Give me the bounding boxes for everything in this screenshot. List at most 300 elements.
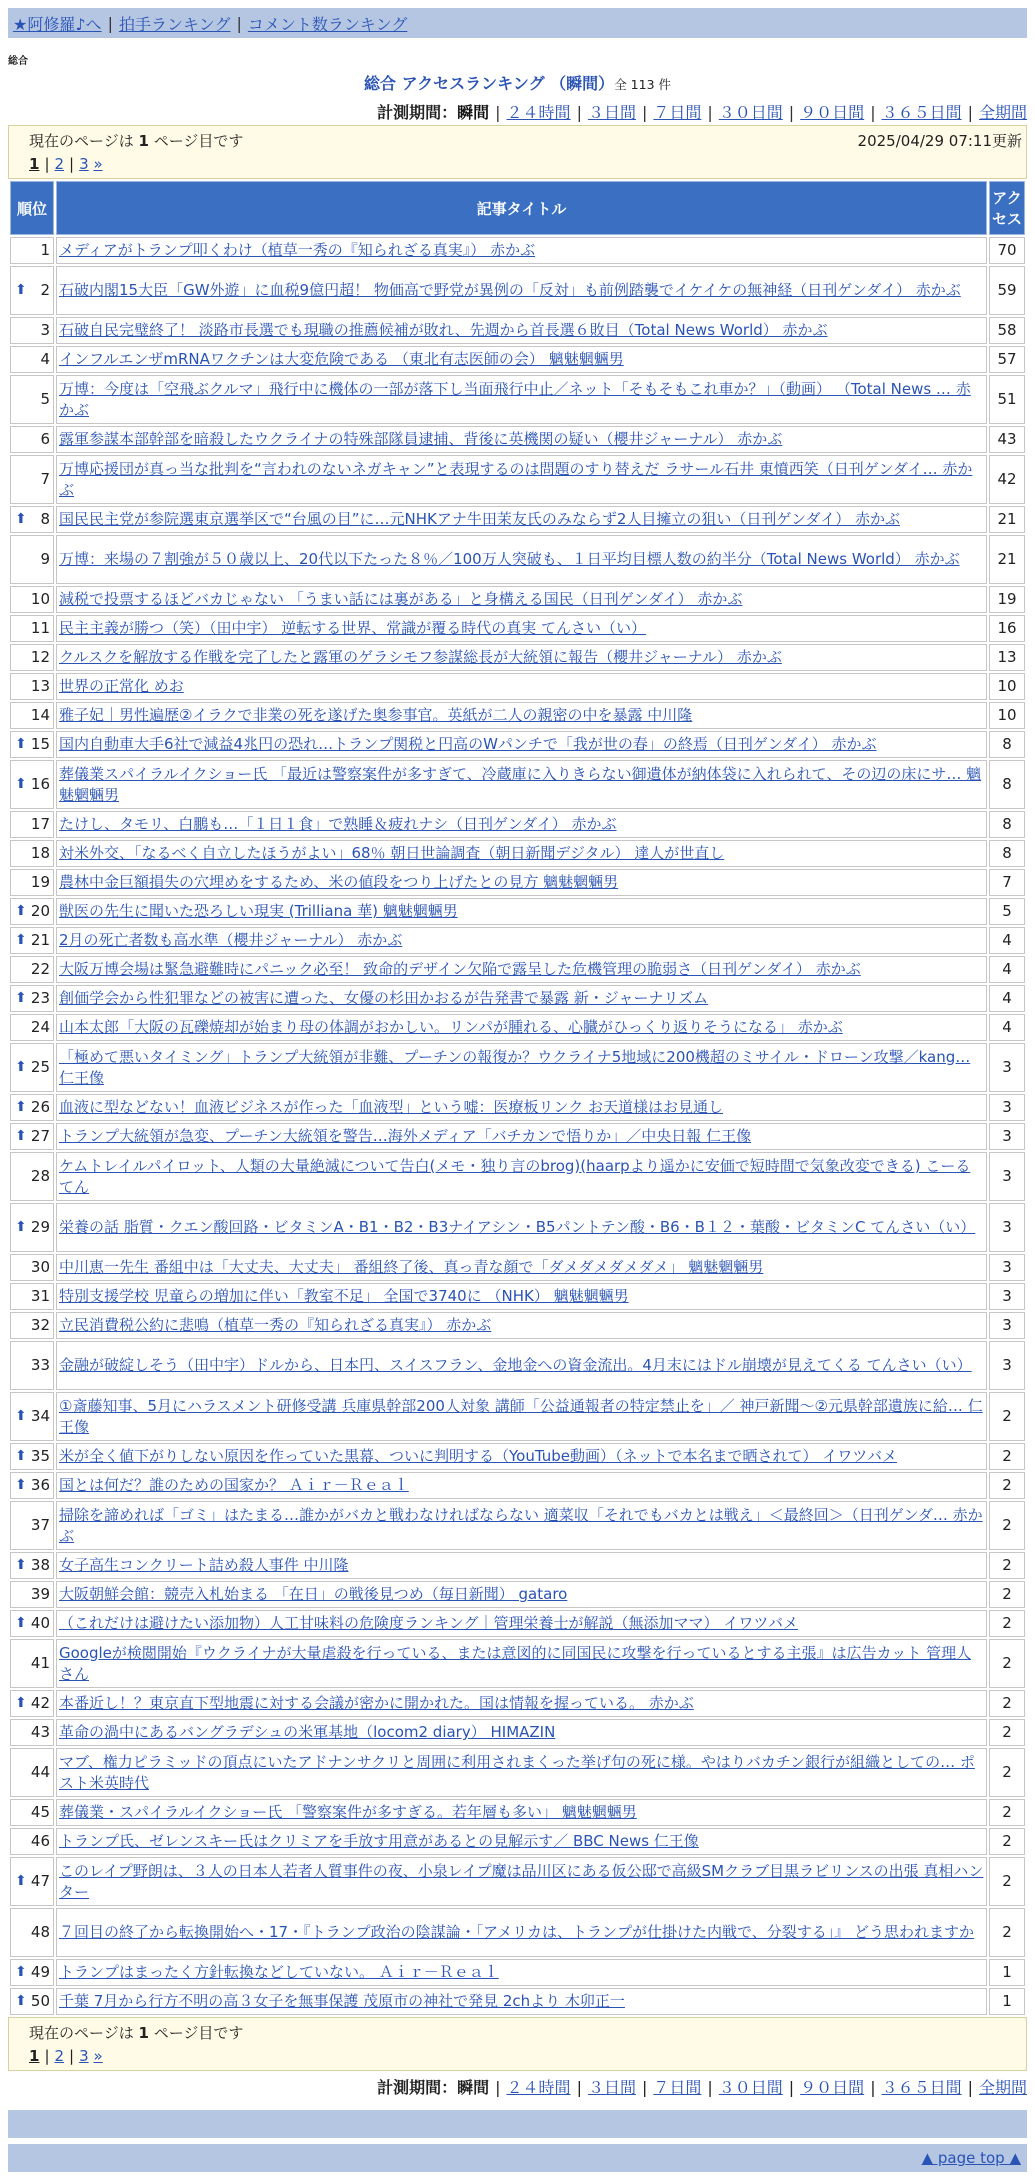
article-title-link[interactable]: メディアがトランプ叩くわけ（植草一秀の『知られざる真実』） 赤かぶ: [59, 241, 536, 259]
rank-number: 12: [30, 648, 50, 666]
rank-cell: [10, 506, 54, 533]
period-option[interactable]: ２４時間: [506, 2078, 571, 2097]
period-separator: |: [788, 2078, 795, 2097]
table-row: [10, 731, 1025, 758]
table-row: [10, 1828, 1025, 1855]
period-current: 瞬間: [457, 103, 490, 122]
table-row: [10, 1690, 1025, 1717]
article-title-link[interactable]: このレイプ野朗は、３人の日本人若者人質事件の夜、小泉レイプ魔は品川区にある仮公邸で高級SMクラブ目黒ラビリンスの出張 真相ハンター: [59, 1861, 984, 1901]
article-title-link[interactable]: トランプはまったく方針転換などしていない。 Ａｉｒ－Ｒｅａｌ: [59, 1963, 499, 1981]
rank-cell: [10, 1690, 54, 1717]
page-link[interactable]: 2: [54, 2047, 65, 2065]
period-label: 計測期間：: [377, 103, 458, 122]
current-page-post: ページ目です: [153, 2024, 244, 2042]
rank-number: 4: [40, 350, 50, 368]
access-count: 3: [989, 1283, 1025, 1310]
header-count: アクセス: [989, 181, 1025, 235]
title-cell: [56, 1552, 987, 1579]
period-option[interactable]: ２４時間: [506, 103, 571, 122]
access-count: 2: [989, 1719, 1025, 1746]
access-count: 2: [989, 1828, 1025, 1855]
rank-up-arrow-icon: ⬆: [15, 1873, 27, 1889]
title-cell: [56, 1828, 987, 1855]
rank-number: 18: [30, 844, 50, 862]
table-row: [10, 1501, 1025, 1550]
article-title-link[interactable]: ７回目の終了から転換開始へ・17・『トランプ政治の陰謀論・「アメリカは、トランプが仕掛けた内戦で、分裂する」』 どう思われますか: [59, 1923, 975, 1941]
title-cell: [56, 644, 987, 671]
rank-cell: [10, 1043, 54, 1092]
article-title-link[interactable]: 栄養の話 脂質・クエン酸回路・ビタミンA・B1・B2・B3ナイアシン・B5パントテン酸・B6・B１２・葉酸・ビタミンC てんさい（い）: [59, 1218, 976, 1236]
nav-asyura-home[interactable]: ★阿修羅♪へ: [13, 14, 102, 34]
article-title-link[interactable]: 創価学会から性犯罪などの被害に遭った、女優の杉田かおるが告発書で暴露 新・ジャーナリズム: [59, 989, 709, 1007]
title-cell: [56, 1043, 987, 1092]
next-page-link[interactable]: »: [93, 2047, 103, 2065]
rank-number: 45: [30, 1803, 50, 1821]
rank-cell: [10, 346, 54, 373]
period-option[interactable]: ３０日間: [718, 2078, 783, 2097]
access-count: 2: [989, 1857, 1025, 1906]
access-count: 21: [989, 535, 1025, 584]
rank-cell: [10, 927, 54, 954]
article-title-link[interactable]: 千葉 7月から行方不明の高３女子を無事保護 茂原市の神社で発見 2chより 木卯正一: [59, 1992, 625, 2010]
rank-number: 38: [30, 1556, 50, 1574]
rank-number: 44: [30, 1763, 50, 1781]
article-title-link[interactable]: Googleが検閲開始『ウクライナが大量虐殺を行っている、または意図的に同国民に攻撃を行っているとする主張』は広告カット 管理人さん: [59, 1643, 972, 1683]
article-title-link[interactable]: マブ、権力ピラミッドの頂点にいたアドナンサクリと周囲に利用されまくった挙げ句の死に様。やはりバカチン銀行が組織としての… ポスト米英時代: [59, 1752, 975, 1792]
article-title-link[interactable]: 本番近し！？東京直下型地震に対する会議が密かに開かれた。国は情報を握っている。 赤かぶ: [59, 1694, 694, 1712]
rank-cell: [10, 644, 54, 671]
current-page-number: 1: [138, 2024, 149, 2042]
title-cell: [56, 426, 987, 453]
pagination: [29, 2047, 1018, 2065]
access-count: 59: [989, 266, 1025, 315]
period-option[interactable]: 全期間: [978, 2078, 1027, 2097]
nav-separator: |: [107, 13, 113, 33]
article-title-link[interactable]: 農林中金巨額損失の穴埋めをするため、米の値段をつり上げたとの見方 魑魅魍魎男: [59, 873, 619, 891]
title-cell: [56, 1908, 987, 1957]
page-separator: |: [69, 155, 75, 173]
table-row: [10, 1719, 1025, 1746]
article-title-link[interactable]: 民主主義が勝つ（笑）（田中宇） 逆転する世界、常識が覆る時代の真実 てんさい（い）: [59, 619, 647, 637]
period-option[interactable]: ９０日間: [800, 103, 865, 122]
rank-cell: [10, 426, 54, 453]
access-count: 57: [989, 346, 1025, 373]
title-cell: [56, 1152, 987, 1201]
rank-cell: [10, 956, 54, 983]
page-separator: |: [44, 155, 50, 173]
article-title-link[interactable]: 大阪朝鮮会館：競売入札始まる 「在日」の戦後見つめ（毎日新聞） gataro: [59, 1585, 568, 1603]
article-title-link[interactable]: トランプ氏、ゼレンスキー氏はクリミアを手放す用意があるとの見解示す／ BBC News 仁王像: [59, 1832, 699, 1850]
article-title-link[interactable]: ケムトレイルパイロット、人類の大量絶滅について告白(メモ・独り言のbrog)(haarpより遥かに安価で短時間で気象改変できる) こーるてん: [59, 1156, 971, 1196]
rank-up-arrow-icon: ⬆: [15, 1964, 27, 1980]
rank-up-arrow-icon: ⬆: [15, 990, 27, 1006]
article-title-link[interactable]: 女子高生コンクリート詰め殺人事件 中川隆: [59, 1556, 349, 1574]
article-title-link[interactable]: 獣医の先生に聞いた恐ろしい現実 (Trilliana 華) 魑魅魍魎男: [59, 902, 458, 920]
period-separator: |: [495, 2078, 501, 2097]
rank-up-arrow-icon: ⬆: [15, 1219, 27, 1235]
rank-cell: [10, 535, 54, 584]
title-cell: [56, 237, 987, 264]
title-cell: [56, 1392, 987, 1441]
current-page-text: [29, 2022, 1018, 2043]
title-cell: [56, 1639, 987, 1688]
rank-number: 14: [30, 706, 50, 724]
rank-cell: [10, 1203, 54, 1252]
table-row: [10, 455, 1025, 504]
access-count: 4: [989, 927, 1025, 954]
title-cell: [56, 1472, 987, 1499]
article-title-link[interactable]: ①斎藤知事、5月にハラスメント研修受講 兵庫県幹部200人対象 講師「公益通報者の特定禁止を」／ 神戸新聞～②元県幹部遺族に給… 仁王像: [59, 1396, 983, 1436]
access-count: 43: [989, 426, 1025, 453]
rank-cell: [10, 1341, 54, 1390]
access-count: 3: [989, 1152, 1025, 1201]
table-row: [10, 1639, 1025, 1688]
title-cell: [56, 1501, 987, 1550]
rank-cell: [10, 1312, 54, 1339]
rank-cell: [10, 375, 54, 424]
rank-cell: [10, 731, 54, 758]
nav-applause-ranking[interactable]: 拍手ランキング: [118, 14, 231, 34]
article-title-link[interactable]: 世界の正常化 めお: [59, 677, 184, 695]
nav-comment-ranking[interactable]: コメント数ランキング: [247, 14, 408, 34]
table-row: [10, 811, 1025, 838]
title-cell: [56, 615, 987, 642]
rank-cell: [10, 615, 54, 642]
article-title-link[interactable]: 「極めて悪いタイミング」トランプ大統領が非難、プーチンの報復か？ウクライナ5地域に200機超のミサイル・ドローン攻撃／kang… 仁王像: [59, 1047, 971, 1087]
title-cell: [56, 1094, 987, 1121]
table-row: [10, 1748, 1025, 1797]
table-row: [10, 1014, 1025, 1041]
period-option[interactable]: ７日間: [653, 103, 702, 122]
rank-number: 42: [30, 1694, 50, 1712]
rank-cell: [10, 702, 54, 729]
access-count: 4: [989, 985, 1025, 1012]
access-count: 2: [989, 1610, 1025, 1637]
period-separator: |: [870, 103, 876, 122]
access-count: 1: [989, 1959, 1025, 1986]
next-page-link[interactable]: »: [93, 155, 103, 173]
title-cell: [56, 898, 987, 925]
rank-cell: [10, 1857, 54, 1906]
table-row: [10, 869, 1025, 896]
rank-number: 46: [30, 1832, 50, 1850]
table-row: [10, 346, 1025, 373]
rank-cell: [10, 1443, 54, 1470]
period-option[interactable]: 全期間: [978, 103, 1027, 122]
rank-cell: [10, 840, 54, 867]
title-cell: [56, 346, 987, 373]
table-row: [10, 1610, 1025, 1637]
period-separator: |: [641, 103, 648, 122]
rank-number: 49: [30, 1963, 50, 1981]
table-row: [10, 237, 1025, 264]
rank-number: 22: [30, 960, 50, 978]
rank-number: 13: [30, 677, 50, 695]
table-row: [10, 1799, 1025, 1826]
current-page-pre: 現在のページは: [29, 132, 134, 150]
access-count: 10: [989, 702, 1025, 729]
rank-up-arrow-icon: ⬆: [15, 1448, 27, 1464]
article-title-link[interactable]: 国内自動車大手6社で減益4兆円の恐れ…トランプ関税と円高のWパンチで「我が世の春」の終焉（日刊ゲンダイ） 赤かぶ: [59, 735, 877, 753]
rank-cell: [10, 1639, 54, 1688]
access-count: 21: [989, 506, 1025, 533]
access-count: 19: [989, 586, 1025, 613]
title-cell: [56, 1203, 987, 1252]
page-link[interactable]: 2: [54, 155, 65, 173]
article-title-link[interactable]: 国とは何だ？誰のための国家か？ Ａｉｒ－Ｒｅａｌ: [59, 1476, 409, 1494]
table-row: [10, 317, 1025, 344]
article-title-link[interactable]: 万博：今度は「空飛ぶクルマ」飛行中に機体の一部が落下し当面飛行中止／ネット「そもそもこれ車か？」（動画） （Total News … 赤かぶ: [59, 379, 971, 419]
rank-number: 30: [30, 1258, 50, 1276]
article-title-link[interactable]: 金融が破綻しそう（田中宇）ドルから、日本円、スイスフラン、金地金への資金流出。4月末にはドル崩壊が見えてくる てんさい（い）: [59, 1356, 972, 1374]
article-title-link[interactable]: 石破自民完璧終了！ 淡路市長選でも現職の推薦候補が敗れ、先週から首長選６敗目（Total News World） 赤かぶ: [59, 321, 828, 339]
period-separator: |: [870, 2078, 876, 2097]
access-count: 2: [989, 1552, 1025, 1579]
rank-cell: [10, 1152, 54, 1201]
rank-up-arrow-icon: ⬆: [15, 1477, 27, 1493]
rank-number: 34: [30, 1407, 50, 1425]
title-cell: [56, 673, 987, 700]
table-row: [10, 426, 1025, 453]
page-link-current: 1: [29, 2047, 40, 2065]
rank-number: 47: [30, 1872, 50, 1890]
article-title-link[interactable]: 2月の死亡者数も高水準（櫻井ジャーナル） 赤かぶ: [59, 931, 403, 949]
page-top-link[interactable]: ▲ page top ▲: [921, 2149, 1021, 2167]
table-row: [10, 586, 1025, 613]
title-cell: [56, 702, 987, 729]
title-cell: [56, 1690, 987, 1717]
article-title-link[interactable]: 国民民主党が参院選東京選挙区で“台風の目”に…元NHKアナ牛田茉友氏のみならず2人目擁立の狙い（日刊ゲンダイ） 赤かぶ: [59, 510, 900, 528]
header-title: 記事タイトル: [56, 181, 987, 235]
rank-up-arrow-icon: ⬆: [15, 282, 27, 298]
table-row: [10, 1443, 1025, 1470]
article-title-link[interactable]: 葬儀業・スパイラルイクショー氏 「警察案件が多すぎる。若年層も多い」 魑魅魍魎男: [59, 1803, 637, 1821]
title-cell: [56, 956, 987, 983]
table-row: [10, 956, 1025, 983]
rank-cell: [10, 1094, 54, 1121]
rank-cell: [10, 1552, 54, 1579]
rank-cell: [10, 869, 54, 896]
access-count: 8: [989, 760, 1025, 809]
rank-cell: [10, 985, 54, 1012]
article-title-link[interactable]: 立民消費税公約に悲鳴（植草一秀の『知られざる真実』） 赤かぶ: [59, 1316, 492, 1334]
table-row: [10, 1254, 1025, 1281]
article-title-link[interactable]: 特別支援学校 児童らの増加に伴い「教室不足」 全国で3740に （NHK） 魑魅魍魎男: [59, 1287, 629, 1305]
title-cell: [56, 927, 987, 954]
page-separator: |: [44, 2047, 50, 2065]
rank-number: 21: [30, 931, 50, 949]
access-count: 7: [989, 869, 1025, 896]
table-row: [10, 760, 1025, 809]
rank-cell: [10, 1719, 54, 1746]
period-option[interactable]: ３日間: [587, 103, 636, 122]
access-count: 16: [989, 615, 1025, 642]
pager-box: [8, 125, 1027, 179]
rank-cell: [10, 317, 54, 344]
table-row: [10, 1341, 1025, 1390]
article-title-link[interactable]: 石破内閣15大臣「GW外遊」に血税9億円超！ 物価高で野党が異例の「反対」も前例踏襲でイケイケの無神経（日刊ゲンダイ） 赤かぶ: [59, 281, 961, 299]
access-count: 3: [989, 1123, 1025, 1150]
rank-number: 26: [30, 1098, 50, 1116]
period-option[interactable]: ３０日間: [718, 103, 783, 122]
period-separator: |: [576, 2078, 582, 2097]
access-count: 2: [989, 1443, 1025, 1470]
access-count: 58: [989, 317, 1025, 344]
access-count: 8: [989, 731, 1025, 758]
article-title-link[interactable]: 中川恵一先生 番組中は「大丈夫、大丈夫」 番組終了後、真っ青な顔で「ダメダメダメダメ」 魑魅魍魎男: [59, 1258, 764, 1276]
rank-number: 10: [30, 590, 50, 608]
article-title-link[interactable]: 対米外交、「なるべく自立したほうがよい」68％ 朝日世論調査（朝日新聞デジタル） 達人が世直し: [59, 844, 725, 862]
nav-separator: |: [236, 13, 242, 33]
rank-number: 41: [30, 1654, 50, 1672]
table-row: [10, 1203, 1025, 1252]
period-separator: |: [707, 2078, 713, 2097]
title-cell: [56, 586, 987, 613]
article-title-link[interactable]: 山本太郎「大阪の瓦礫焼却が始まり母の体調がおかしい。リンパが腫れる、心臓がひっくり返りそうになる」 赤かぶ: [59, 1018, 843, 1036]
rank-up-arrow-icon: ⬆: [15, 932, 27, 948]
rank-cell: [10, 1610, 54, 1637]
rank-number: 20: [30, 902, 50, 920]
current-page-post: ページ目です: [153, 132, 244, 150]
period-separator: |: [576, 103, 582, 122]
article-title-link[interactable]: 雅子妃｜男性遍歴②イラクで非業の死を遂げた奥参事官。英紙が二人の親密の中を暴露 中川隆: [59, 706, 693, 724]
title-cell: [56, 317, 987, 344]
access-count: 1: [989, 1988, 1025, 2015]
period-option[interactable]: ３６５日間: [881, 2078, 962, 2097]
article-title-link[interactable]: 減税で投票するほどバカじゃない 「うまい話には裏がある」と身構える国民（日刊ゲンダイ） 赤かぶ: [59, 590, 743, 608]
title-cell: [56, 1283, 987, 1310]
rank-number: 6: [40, 430, 50, 448]
rank-cell: [10, 1392, 54, 1441]
table-row: [10, 615, 1025, 642]
access-count: 2: [989, 1908, 1025, 1957]
period-separator: |: [707, 103, 713, 122]
table-row: [10, 927, 1025, 954]
table-row: [10, 644, 1025, 671]
rank-cell: [10, 898, 54, 925]
title-cell: [56, 1254, 987, 1281]
period-separator: |: [967, 2078, 973, 2097]
page-title: 総合 アクセスランキング （瞬間）: [364, 74, 615, 93]
article-title-link[interactable]: 革命の渦中にあるバングラデシュの米軍基地（locom2 diary） HIMAZIN: [59, 1723, 556, 1741]
rank-number: 17: [30, 815, 50, 833]
table-row: [10, 1581, 1025, 1608]
period-separator: |: [495, 103, 501, 122]
title-cell: [56, 375, 987, 424]
access-count: 2: [989, 1690, 1025, 1717]
rank-up-arrow-icon: ⬆: [15, 1099, 27, 1115]
access-count: 2: [989, 1581, 1025, 1608]
table-row: [10, 1857, 1025, 1906]
period-option[interactable]: ３日間: [587, 2078, 636, 2097]
section-label: 総合: [8, 56, 28, 67]
article-title-link[interactable]: 葬儀業スパイラルイクショー氏 「最近は警察案件が多すぎて、冷蔵庫に入りきらない御遺体が納体袋に入れられて、その辺の床にサ… 魑魅魍魎男: [59, 764, 982, 804]
access-count: 8: [989, 840, 1025, 867]
rank-number: 33: [30, 1356, 50, 1374]
rank-number: 39: [30, 1585, 50, 1603]
table-row: [10, 840, 1025, 867]
rank-number: 19: [30, 873, 50, 891]
rank-number: 5: [40, 390, 50, 408]
rank-up-arrow-icon: ⬆: [15, 1059, 27, 1075]
table-row: [10, 506, 1025, 533]
rank-cell: [10, 1908, 54, 1957]
rank-number: 32: [30, 1316, 50, 1334]
pager-box-bottom: [8, 2017, 1027, 2071]
period-option[interactable]: ９０日間: [800, 2078, 865, 2097]
access-count: 3: [989, 1341, 1025, 1390]
period-option[interactable]: ３６５日間: [881, 103, 962, 122]
rank-number: 24: [30, 1018, 50, 1036]
access-count: 2: [989, 1472, 1025, 1499]
rank-number: 16: [30, 775, 50, 793]
page-top-bar: [8, 2144, 1027, 2172]
rank-up-arrow-icon: ⬆: [15, 776, 27, 792]
article-title-link[interactable]: 露軍参謀本部幹部を暗殺したウクライナの特殊部隊員逮捕、背後に英機関の疑い（櫻井ジャーナル） 赤かぶ: [59, 430, 783, 448]
rank-up-arrow-icon: ⬆: [15, 1695, 27, 1711]
page-separator: |: [69, 2047, 75, 2065]
period-current: 瞬間: [457, 2078, 490, 2097]
rank-number: 8: [40, 510, 50, 528]
period-option[interactable]: ７日間: [653, 2078, 702, 2097]
table-row: [10, 266, 1025, 315]
access-count: 42: [989, 455, 1025, 504]
page-link[interactable]: 3: [79, 155, 89, 173]
article-title-link[interactable]: インフルエンザmRNAワクチンは大変危険である （東北有志医師の会） 魑魅魍魎男: [59, 350, 624, 368]
rank-number: 28: [30, 1167, 50, 1185]
rank-cell: [10, 1988, 54, 2015]
period-selector-bottom: [0, 2075, 1027, 2098]
article-title-link[interactable]: トランプ大統領が急変、プーチン大統領を警告…海外メディア「バチカンで悟りか」／中央日報 仁王像: [59, 1127, 752, 1145]
article-title-link[interactable]: クルスクを解放する作戦を完了したと露軍のゲラシモフ参謀総長が大統領に報告（櫻井ジャーナル） 赤かぶ: [59, 648, 782, 666]
rank-number: 35: [30, 1447, 50, 1465]
table-row: [10, 535, 1025, 584]
rank-number: 9: [40, 550, 50, 568]
article-title-link[interactable]: 万博応援団が真っ当な批判を“言われのないネガキャン”と表現するのは問題のすり替えだ ラサール石井 東憤西笑（日刊ゲンダイ… 赤かぶ: [59, 459, 973, 499]
article-title-link[interactable]: 米が全く値下がりしない原因を作っていた黒幕、ついに判明する（YouTube動画）（ネットで本名まで晒されて） イワツバメ: [59, 1447, 897, 1465]
title-cell: [56, 1799, 987, 1826]
access-count: 8: [989, 811, 1025, 838]
access-count: 10: [989, 673, 1025, 700]
table-row: [10, 1552, 1025, 1579]
title-cell: [56, 1857, 987, 1906]
title-cell: [56, 840, 987, 867]
table-row: [10, 702, 1025, 729]
access-count: 3: [989, 1043, 1025, 1092]
rank-up-arrow-icon: ⬆: [15, 1557, 27, 1573]
article-title-link[interactable]: 掃除を諦めれば「ゴミ」はたまる…誰かがバカと戦わなければならない 適菜収「それでもバカとは戦え」＜最終回＞（日刊ゲンダ… 赤かぶ: [59, 1505, 983, 1545]
rank-cell: [10, 1828, 54, 1855]
rank-up-arrow-icon: ⬆: [15, 736, 27, 752]
article-title-link[interactable]: （これだけは避けたい添加物）人工甘味料の危険度ランキング｜管理栄養士が解説（無添加ママ） イワツバメ: [59, 1614, 799, 1632]
page-link[interactable]: 3: [79, 2047, 89, 2065]
title-cell: [56, 1748, 987, 1797]
access-count: 2: [989, 1639, 1025, 1688]
article-title-link[interactable]: 血液に型などない！血液ビジネスが作った「血液型」という嘘：医療板リンク お天道様はお見通し: [59, 1098, 724, 1116]
table-row: [10, 985, 1025, 1012]
table-row: [10, 1472, 1025, 1499]
article-title-link[interactable]: 大阪万博会場は緊急避難時にパニック必至！ 致命的デザイン欠陥で露呈した危機管理の脆弱さ（日刊ゲンダイ） 赤かぶ: [59, 960, 861, 978]
title-cell: [56, 1123, 987, 1150]
article-title-link[interactable]: 万博：来場の７割強が５０歳以上、20代以下たった８％／100万人突破も、１日平均目標人数の約半分（Total News World） 赤かぶ: [59, 550, 960, 568]
rank-number: 43: [30, 1723, 50, 1741]
access-count: 2: [989, 1501, 1025, 1550]
rank-cell: [10, 760, 54, 809]
article-title-link[interactable]: たけし、タモリ、白鵬も…「１日１食」で熟睡＆疲れナシ（日刊ゲンダイ） 赤かぶ: [59, 815, 617, 833]
table-row: [10, 673, 1025, 700]
period-label: 計測期間：: [377, 2078, 458, 2097]
title-cell: [56, 506, 987, 533]
